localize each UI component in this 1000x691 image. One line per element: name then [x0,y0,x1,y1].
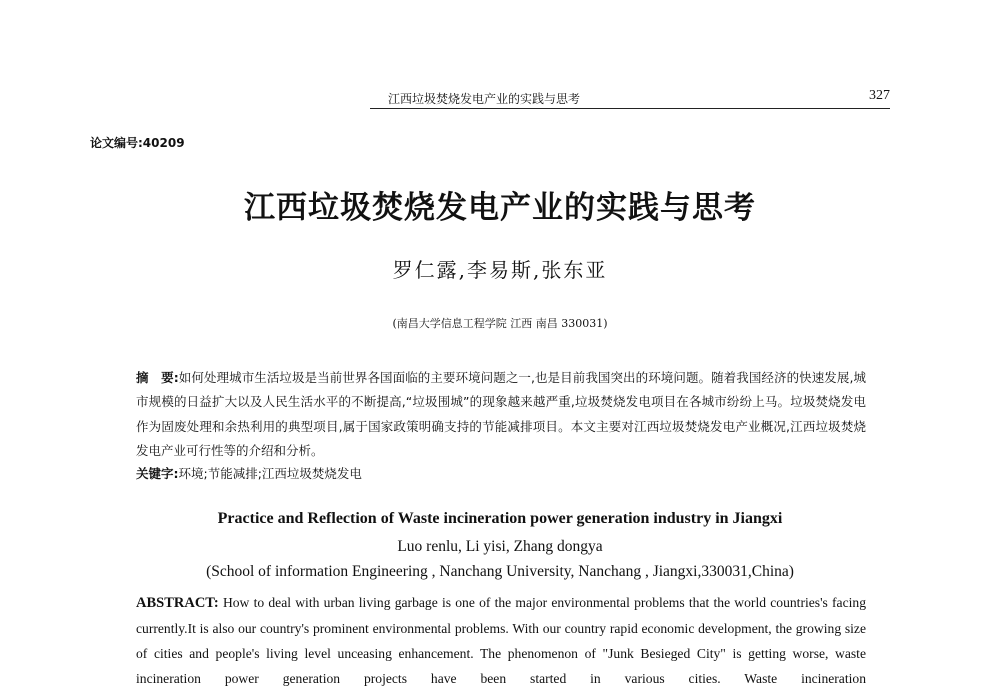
paper-title-en: Practice and Reflection of Waste incineration power generation industry in Jiangxi [217,510,783,527]
abstract-en-text: How to deal with urban living garbage is one of the major environmental problems that the world countries's facing currently.It is also our country's prominent environmental problems. With our country rapid economic development, the growing size of cities and people's living level unceasing enhancement. The phenomenon of "Junk Besieged City" is getting worse, waste incineration power generation projects have been started in various cities. Waste incineration [136,595,866,686]
authors: 罗仁露,李易斯,张东亚 [392,258,608,282]
authors-en: Luo renlu, Li yisi, Zhang dongya [397,538,603,555]
paper-title: 江西垃圾焚烧发电产业的实践与思考 [244,190,756,226]
abstract-cn [136,366,866,463]
affiliation-en: (School of information Engineering , Nanchang University, Nanchang , Jiangxi,330031,China) [206,563,794,580]
running-header [370,88,890,109]
abstract-cn-text: 如何处理城市生活垃圾是当前世界各国面临的主要环境问题之一,也是目前我国突出的环境问题。随着我国经济的快速发展,城市规模的日益扩大以及人民生活水平的不断提高,“垃圾围城”的现象越来越严重,垃圾焚烧发电项目在各城市纷纷上马。垃圾焚烧发电作为固废处理和余热利用的典型项目,属于国家政策明确支持的节能减排项目。本文主要对江西垃圾焚烧发电产业概况,江西垃圾焚烧发电产业可行性等的介绍和分析。 [136,370,866,458]
abstract-en-label: ABSTRACT: [136,595,219,611]
paper-number: 论文编号:40209 [90,136,185,150]
affiliation: (南昌大学信息工程学院 江西 南昌 330031) [392,317,608,330]
abstract-cn-label: 摘 要: [136,370,179,385]
page-number: 327 [869,88,890,103]
keywords-label: 关键字: [136,466,179,481]
running-title: 江西垃圾焚烧发电产业的实践与思考 [388,92,581,106]
keywords-cn [136,464,362,482]
abstract-en [136,590,866,691]
keywords-text: 环境;节能减排;江西垃圾焚烧发电 [178,466,362,481]
